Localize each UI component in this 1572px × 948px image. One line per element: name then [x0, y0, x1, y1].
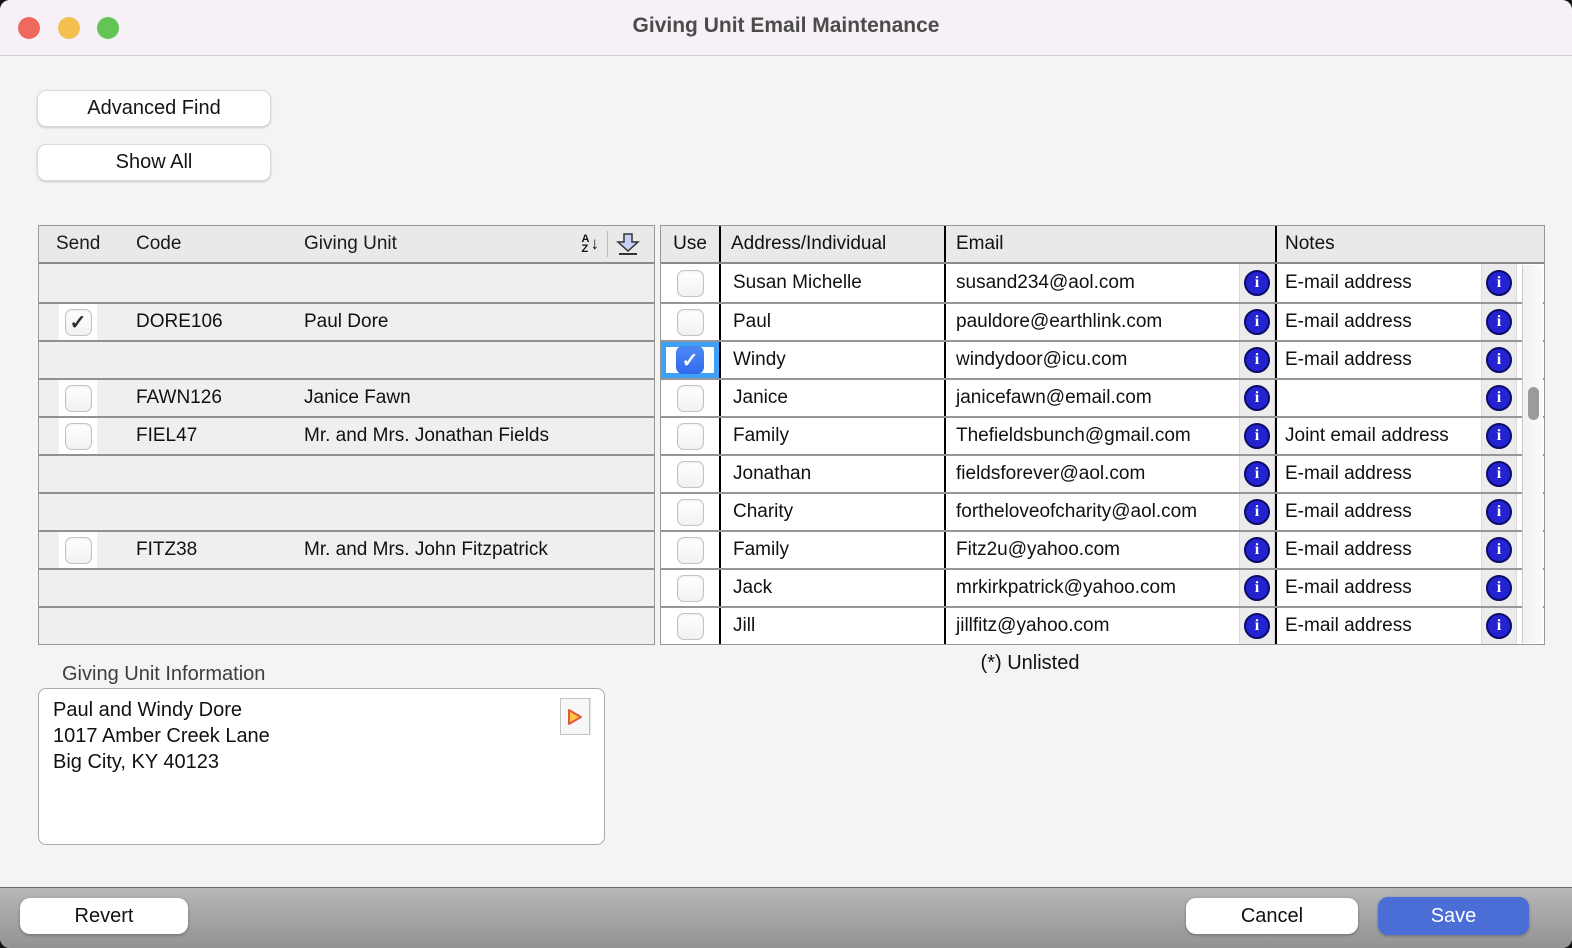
advanced-find-button[interactable]: Advanced Find: [37, 90, 271, 127]
giving-unit-info-label: Giving Unit Information: [62, 663, 266, 685]
notes-cell: E-mail address: [1275, 494, 1481, 530]
giving-unit-row[interactable]: [39, 378, 654, 416]
header-separator: [607, 231, 608, 257]
code-cell: DORE106: [136, 311, 223, 332]
notes-info-strip: [1481, 304, 1517, 340]
use-checkbox[interactable]: [677, 499, 704, 526]
notes-cell: E-mail address: [1275, 608, 1481, 644]
notes-info-icon[interactable]: i: [1486, 270, 1512, 296]
notes-cell: [1275, 380, 1481, 416]
email-row[interactable]: [661, 416, 1544, 454]
email-row[interactable]: [661, 264, 1544, 302]
email-info-strip: [1239, 418, 1275, 454]
email-cell: windydoor@icu.com: [944, 342, 1239, 378]
email-info-strip: [1239, 380, 1275, 416]
email-info-strip: [1239, 342, 1275, 378]
giving-unit-row[interactable]: [39, 606, 654, 644]
send-cell: [39, 304, 136, 340]
send-checkbox[interactable]: [65, 537, 92, 564]
individual-cell: Jonathan: [719, 456, 944, 492]
code-column-header: Code: [136, 233, 182, 254]
use-checkbox[interactable]: [677, 613, 704, 640]
unlisted-footnote: (*) Unlisted: [980, 652, 1080, 674]
email-cell: Fitz2u@yahoo.com: [944, 532, 1239, 568]
use-cell: [661, 304, 719, 340]
giving-unit-cell: [304, 608, 654, 644]
code-cell: [136, 264, 304, 302]
email-row[interactable]: [661, 302, 1544, 340]
notes-cell: E-mail address: [1275, 304, 1481, 340]
forward-triangle-icon: [566, 707, 584, 727]
individual-cell: Charity: [719, 494, 944, 530]
notes-info-strip: [1481, 494, 1517, 530]
send-checkbox[interactable]: ✓: [65, 309, 92, 336]
code-cell: [136, 608, 304, 644]
send-checkbox-cell: [59, 304, 97, 340]
individual-cell: Family: [719, 532, 944, 568]
email-info-icon[interactable]: i: [1244, 537, 1270, 563]
code-cell: FAWN126: [136, 387, 222, 408]
titlebar: [0, 0, 1572, 56]
notes-cell: E-mail address: [1275, 532, 1481, 568]
notes-info-icon[interactable]: i: [1486, 537, 1512, 563]
email-info-strip: [1239, 264, 1275, 302]
send-checkbox-cell: [59, 380, 97, 416]
use-cell: [661, 570, 719, 606]
email-info-icon[interactable]: i: [1244, 309, 1270, 335]
code-cell: [136, 342, 304, 378]
notes-cell: Joint email address: [1275, 418, 1481, 454]
email-row[interactable]: [661, 530, 1544, 568]
individual-cell: Paul: [719, 304, 944, 340]
email-cell: janicefawn@email.com: [944, 380, 1239, 416]
giving-unit-cell: [304, 456, 654, 492]
giving-unit-info-box: [38, 688, 605, 845]
use-checkbox[interactable]: [677, 309, 704, 336]
giving-unit-table-header: [39, 226, 654, 264]
email-info-icon[interactable]: i: [1244, 461, 1270, 487]
giving-unit-cell: Janice Fawn: [304, 387, 411, 408]
email-info-strip: [1239, 570, 1275, 606]
individual-cell: Janice: [719, 380, 944, 416]
go-to-record-button[interactable]: [560, 698, 590, 735]
send-checkbox-cell: [59, 532, 97, 568]
notes-column-header: Notes: [1275, 226, 1481, 262]
send-cell: [39, 608, 136, 644]
notes-info-icon[interactable]: i: [1486, 423, 1512, 449]
individual-column-header: Address/Individual: [719, 226, 944, 262]
sort-az-icon[interactable]: A Z ↓: [581, 233, 599, 255]
scrollbar-thumb[interactable]: [1528, 387, 1539, 420]
email-info-strip: [1239, 494, 1275, 530]
giving-unit-cell: [304, 264, 654, 302]
footer-bar: [0, 887, 1572, 948]
use-cell: [661, 264, 719, 302]
giving-unit-row[interactable]: [39, 530, 654, 568]
giving-unit-row[interactable]: [39, 492, 654, 530]
email-cell: pauldore@earthlink.com: [944, 304, 1239, 340]
use-cell: [661, 418, 719, 454]
revert-button[interactable]: Revert: [20, 898, 188, 934]
use-checkbox[interactable]: [677, 385, 704, 412]
email-cell: mrkirkpatrick@yahoo.com: [944, 570, 1239, 606]
notes-info-strip: [1481, 342, 1517, 378]
send-cell: [39, 570, 136, 606]
code-cell: FITZ38: [136, 539, 198, 560]
email-column-header: Email: [944, 226, 1239, 262]
send-checkbox-cell: [59, 418, 97, 454]
use-checkbox[interactable]: [677, 270, 704, 297]
notes-info-header-strip: [1481, 226, 1517, 262]
individual-cell: Family: [719, 418, 944, 454]
email-cell: susand234@aol.com: [944, 264, 1239, 302]
use-cell: [661, 608, 719, 644]
code-cell: [136, 494, 304, 530]
email-info-icon[interactable]: i: [1244, 575, 1270, 601]
save-button[interactable]: Save: [1378, 897, 1529, 935]
notes-info-icon[interactable]: i: [1486, 613, 1512, 639]
individual-cell: Windy: [719, 342, 944, 378]
giving-unit-cell: [304, 342, 654, 378]
email-info-strip: [1239, 304, 1275, 340]
notes-cell: E-mail address: [1275, 456, 1481, 492]
notes-info-icon[interactable]: i: [1486, 385, 1512, 411]
send-checkbox[interactable]: [65, 385, 92, 412]
email-cell: fortheloveofcharity@aol.com: [944, 494, 1239, 530]
scrollbar-header-gap: [1517, 226, 1544, 262]
email-table-rows: [661, 264, 1544, 644]
use-cell: [661, 532, 719, 568]
use-checkbox[interactable]: [677, 537, 704, 564]
use-cell: [661, 456, 719, 492]
vertical-scrollbar[interactable]: [1522, 265, 1543, 643]
giving-unit-cell: [304, 570, 654, 606]
use-cell: [661, 342, 719, 378]
send-cell: [39, 456, 136, 492]
use-cell: [661, 380, 719, 416]
send-cell: [39, 380, 136, 416]
email-cell: jillfitz@yahoo.com: [944, 608, 1239, 644]
notes-info-icon[interactable]: i: [1486, 309, 1512, 335]
giving-unit-cell: Mr. and Mrs. Jonathan Fields: [304, 425, 549, 446]
email-row[interactable]: [661, 454, 1544, 492]
giving-unit-info-line: Big City, KY 40123: [53, 751, 220, 773]
individual-cell: Susan Michelle: [719, 264, 944, 302]
notes-info-icon[interactable]: i: [1486, 575, 1512, 601]
email-info-strip: [1239, 532, 1275, 568]
send-cell: [39, 342, 136, 378]
use-checkbox[interactable]: [677, 461, 704, 488]
email-info-icon[interactable]: i: [1244, 499, 1270, 525]
use-column-header: Use: [673, 233, 707, 254]
email-row[interactable]: [661, 568, 1544, 606]
notes-cell: E-mail address: [1275, 570, 1481, 606]
email-info-header-strip: [1239, 226, 1275, 262]
email-info-icon[interactable]: i: [1244, 270, 1270, 296]
code-cell: [136, 570, 304, 606]
giving-unit-row[interactable]: [39, 264, 654, 302]
use-checkbox[interactable]: ✓: [676, 346, 704, 374]
email-cell: Thefieldsbunch@gmail.com: [944, 418, 1239, 454]
email-info-icon[interactable]: i: [1244, 347, 1270, 373]
use-cell: [661, 494, 719, 530]
notes-info-strip: [1481, 380, 1517, 416]
email-row[interactable]: [661, 378, 1544, 416]
notes-info-icon[interactable]: i: [1486, 347, 1512, 373]
notes-info-icon[interactable]: i: [1486, 461, 1512, 487]
email-info-strip: [1239, 608, 1275, 644]
email-table: [660, 225, 1545, 645]
giving-unit-row[interactable]: [39, 416, 654, 454]
giving-unit-info-line: Paul and Windy Dore: [53, 699, 242, 721]
code-cell: FIEL47: [136, 425, 198, 446]
email-row[interactable]: [661, 492, 1544, 530]
use-checkbox[interactable]: [677, 575, 704, 602]
email-row[interactable]: [661, 606, 1544, 644]
send-column-header: Send: [56, 233, 101, 254]
notes-info-strip: [1481, 456, 1517, 492]
notes-info-strip: [1481, 608, 1517, 644]
notes-cell: E-mail address: [1275, 264, 1481, 302]
giving-unit-row[interactable]: [39, 302, 654, 340]
use-checkbox[interactable]: [677, 423, 704, 450]
giving-unit-info-line: 1017 Amber Creek Lane: [53, 725, 270, 747]
email-table-header: [661, 226, 1544, 264]
email-info-icon[interactable]: i: [1244, 385, 1270, 411]
send-cell: [39, 494, 136, 530]
email-info-icon[interactable]: i: [1244, 423, 1270, 449]
notes-info-strip: [1481, 532, 1517, 568]
giving-unit-cell: Paul Dore: [304, 311, 389, 332]
cancel-button[interactable]: Cancel: [1186, 898, 1358, 934]
code-cell: [136, 456, 304, 492]
send-cell: [39, 418, 136, 454]
email-row[interactable]: [661, 340, 1544, 378]
export-down-arrow-icon[interactable]: [616, 233, 640, 255]
giving-unit-row[interactable]: [39, 568, 654, 606]
notes-info-strip: [1481, 418, 1517, 454]
send-checkbox[interactable]: [65, 423, 92, 450]
send-cell: [39, 532, 136, 568]
window-title: Giving Unit Email Maintenance: [632, 14, 940, 37]
email-info-icon[interactable]: i: [1244, 613, 1270, 639]
giving-unit-table-rows: [39, 264, 654, 644]
notes-cell: E-mail address: [1275, 342, 1481, 378]
giving-unit-row[interactable]: [39, 340, 654, 378]
giving-unit-row[interactable]: [39, 454, 654, 492]
giving-unit-cell: Mr. and Mrs. John Fitzpatrick: [304, 539, 548, 560]
notes-info-strip: [1481, 264, 1517, 302]
giving-unit-column-header: Giving Unit: [304, 233, 397, 254]
send-cell: [39, 264, 136, 302]
giving-unit-table: [38, 225, 655, 645]
notes-info-icon[interactable]: i: [1486, 499, 1512, 525]
email-info-strip: [1239, 456, 1275, 492]
email-cell: fieldsforever@aol.com: [944, 456, 1239, 492]
individual-cell: Jack: [719, 570, 944, 606]
individual-cell: Jill: [719, 608, 944, 644]
giving-unit-cell: [304, 494, 654, 530]
show-all-button[interactable]: Show All: [37, 144, 271, 181]
notes-info-strip: [1481, 570, 1517, 606]
